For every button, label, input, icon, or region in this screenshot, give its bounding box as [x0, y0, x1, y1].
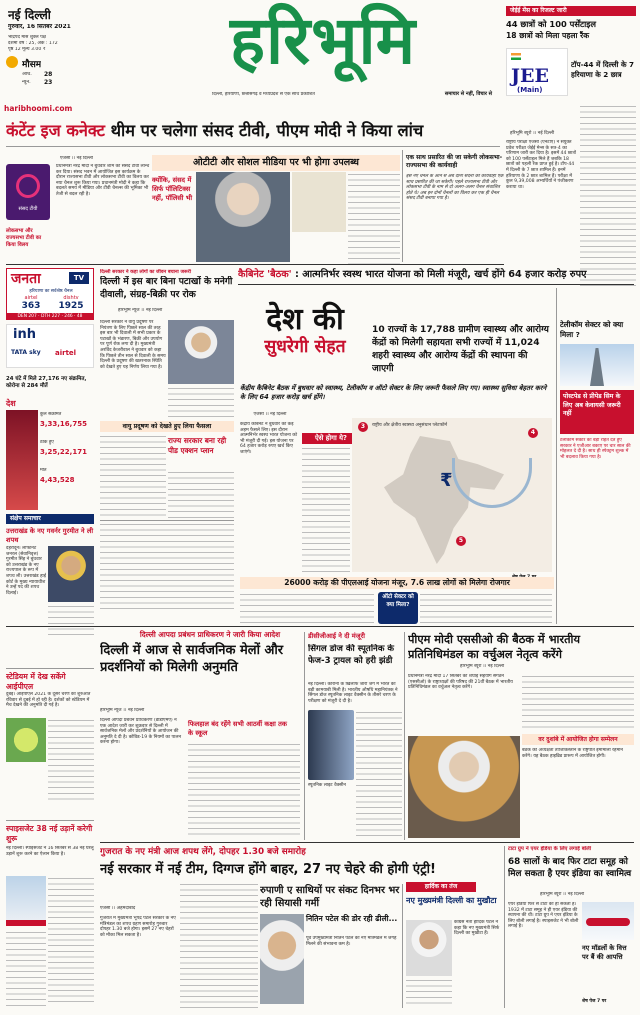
disaster-headline: दिल्ली में आज से सार्वजनिक मेलों और प्रदर्शनियों को मिलेगी अनुमति: [100, 643, 284, 675]
pli-body-2: [420, 592, 552, 624]
airtel-label: airtel: [24, 295, 38, 301]
dth-line: DEN 207 · DTH 227 · 246 · 48: [7, 313, 93, 320]
dgci-headline: सिंगल डोज की स्पूतनिक के फेज-3 ट्रायल को हरी झंडी: [308, 644, 395, 666]
janata-tagline: हरियाणा का सर्वश्रेष्ठ चैनल: [29, 289, 73, 294]
firecracker-kicker: दिल्ली सरकार ने कहा लोगों का जीवन बचाना जरूरी: [100, 270, 191, 275]
gujarat-kicker: गुजरात के नए मंत्री आज शपथ लेंगे, दोपहर 1.30 बजे समारोह: [100, 847, 306, 857]
divider: [6, 626, 634, 627]
firecracker-body: दिल्ली सरकार ने वायु प्रदूषण पर नियंत्रण के लिए पिछले साल की तरह इस बार भी दिवाली में सभी प्रकार के पटाखों के भंडारण, बिक्री और उपयोग पर पूर्ण रोक लगा दी है। मुख्यमंत्री अरविंद केजरीवाल ने बुधवार को कहा कि पिछले तीन साल से दिवाली के समय दिल्ली के प्रदूषण की खतरनाक स्थिति को देखते हुए यह निर्णय लिया गया है।: [100, 320, 166, 370]
jee-logo: JEE: [511, 65, 549, 87]
health-lead: केंद्रीय कैबिनेट बैठक में बुधवार को स्वास्थ्य, टेलीकॉम व ऑटो सेक्टर के लिए जरूरी फैसले लिए गए। स्वास्थ्य सुविधा बेहतर करने के लिए 64 हजार करोड़ खर्च होंगे।: [240, 384, 547, 401]
tagline-left: दिल्ली, हरियाणा, छत्तीसगढ़ व मध्यप्रदेश से एक साथ प्रकाशित: [212, 92, 315, 97]
gujarat-subhead: रुपाणी ए साथियों पर संकट दिनभर भर रही सियासी गर्मी: [260, 885, 400, 909]
divider: [404, 632, 405, 840]
lead-subhead: ओटीटी और सोशल मीडिया पर भी होगा उपलब्ध: [152, 155, 400, 171]
gujarat-body: गुजरात में मुख्यमंत्री भूपेंद्र पटेल सरकार के नए मंत्रिमंडल का शपथ ग्रहण समारोह गुरुवार दोपहर 1.30 बजे होगा। इसमें 27 नए चेहरों को मौका मिल सकता है।: [100, 916, 176, 938]
lead-dateline: एजेंसी ।। नई दिल्ली: [60, 156, 93, 161]
map-marker-5: 5: [456, 536, 466, 546]
map-marker-3: 3: [358, 422, 368, 432]
telecom-body: टेलीकॉम सेक्टर को बड़ी राहत देते हुए सरकार ने एजीआर बकाए पर चार साल की मोहलत दे दी है। साथ ही स्पेक्ट्रम शुल्क में भी बदलाव किया गया है।: [560, 438, 631, 460]
disaster-box-head: फिलहाल बंद रहेंगे सभी आठवीं कक्षा तक के स्कूल: [188, 720, 287, 737]
temp-min: 23: [44, 79, 53, 86]
lead-headline-black: थीम पर चलेगा संसद टीवी, पीएम मोदी ने किया लांच: [104, 121, 424, 140]
firecracker-box2-body: [168, 470, 234, 518]
health-how-body: [302, 446, 350, 572]
tata-kicker: टाटा ग्रुप ने एयर इंडिया के लिए लगाई बोली: [508, 846, 592, 852]
divider: [6, 264, 504, 265]
sansad-tv-caption: संसद टीवी: [18, 206, 38, 212]
covid-label-1: कुल संक्रमित: [40, 412, 62, 417]
health-body: केंद्रीय कैबिनेट ने बुधवार को कई अहम फैसले लिए। इस दौरान आत्मनिर्भर स्वस्थ भारत योजना को भी मंजूरी दी गई। इस योजना पर 64 हजार करोड़ रुपए खर्च किए जाएंगे।: [240, 422, 298, 455]
sco-dateline: हरिभूमि ब्यूरो ।। नई दिल्ली: [460, 664, 505, 669]
brief-1-headline: उत्तराखंड के नए गवर्नर गुरमीत ने ली शपथ: [6, 527, 94, 544]
weather-icon: [6, 56, 18, 68]
hardik-photo: [406, 920, 452, 976]
modi-sco-photo: [408, 736, 520, 838]
covid-label-2: ठीक हुए: [40, 440, 54, 445]
health-subhead: 10 राज्यों के 17,788 ग्रामीण स्वास्थ्य और आरोग्य केंद्रों को मिलेगी सहायता सभी राज्यों में 11,024 शहरी स्वास्थ्य और आरोग्य केंद्रों की स्थापना की जाएगी: [372, 325, 549, 374]
jee-head-1: 44 छात्रों को 100 पर्सेंटाइल: [506, 19, 596, 29]
disaster-dateline: हरिभूमि न्यूज ।। नई दिल्ली: [100, 708, 145, 713]
temp-min-label: न्यून.: [22, 80, 31, 85]
plane-icon: [586, 918, 630, 926]
brief-3-body: नई दिल्ली। स्पाइसजेट ने 16 सितंबर से 38 नई घरेलू उड़ानें शुरू करने का ऐलान किया है।: [6, 846, 94, 857]
gujarat-body-2: [180, 882, 258, 1008]
pli-body-1: [240, 592, 374, 624]
tata-sky-logo: TATA sky: [11, 349, 41, 356]
divider: [402, 884, 403, 1008]
jee-dateline: हरिभूमि ब्यूरो ।। नई दिल्ली: [510, 131, 555, 136]
gujarat-headline: नई सरकार में नई टीम, दिग्गज होंगे बाहर, 27 नए चेहरे की होगी एंट्री!: [100, 862, 436, 877]
covid-headline: 24 घंटे में मिले 27,176 नए संक्रमित, कोरोना से 284 मौतें: [6, 376, 87, 389]
telecom-box: पोस्टपेड से प्रीपेड सिम के लिए अब केवायसी जरूरी नहीं: [560, 390, 634, 434]
kejriwal-photo: [168, 320, 234, 384]
dgci-caption: स्पूतनिक लाइट वैक्सीन: [308, 783, 346, 788]
lead-headline: [6, 120, 506, 144]
covid-number-1: 3,33,16,755: [40, 420, 87, 428]
jee-head-2: 18 छात्रों को मिला पहला रैंक: [506, 31, 590, 40]
divider: [100, 842, 634, 843]
airtel-logo: airtel: [55, 349, 77, 357]
auto-question: ऑटो सेक्टर को क्या मिला?: [378, 592, 418, 624]
brief-2-continued: [48, 718, 94, 802]
dgci-kicker: डीसीजीआई ने दी मंजूरी: [308, 632, 365, 640]
website: haribhoomi.com: [4, 104, 73, 113]
telecom-headline: टेलीकॉम सेक्टर को क्या मिला ?: [560, 320, 624, 339]
divider: [6, 146, 500, 147]
firecracker-box-body: [100, 434, 166, 518]
airtel-number: 363: [21, 301, 41, 311]
health-headline-text: आत्मनिर्भर स्वस्थ भारत योजना को मिली मंजूरी, खर्च होंगे 64 हजार करोड़ रुपए: [302, 269, 587, 280]
map-note: राष्ट्रीय और क्षेत्रीय स्वास्थ्य अनुसंधान प्लेटफॉर्म: [372, 423, 447, 428]
lead-headline-red: कंटेंट इज कनेक्ट: [6, 121, 105, 140]
city: नई दिल्ली: [8, 8, 51, 22]
brief-3-more: [6, 930, 46, 1006]
firecracker-dateline: हरिभूमि न्यूज ।। नई दिल्ली: [118, 308, 163, 313]
modi-photo: [196, 172, 290, 262]
gujarat-dateline: एजेंसी ।। अहमदाबाद: [100, 906, 136, 911]
hardik-headline: नए मुख्यमंत्री दिल्ली का मुखौटा: [406, 896, 497, 905]
tv-screen-photo: [292, 172, 346, 232]
rupee-icon: ₹: [440, 470, 453, 491]
brief-2-headline: स्टेडियम में देख सकेंगे आईपीएल: [6, 672, 66, 691]
divider: [402, 150, 403, 262]
pages-line: पृष्ठ 12 मूल्य 3.00 ₹: [8, 47, 46, 52]
ipl-ball-photo: [6, 718, 46, 762]
divider: [238, 284, 634, 285]
hardik-body: कांग्रेस नेता हार्दिक पटेल ने कहा कि नए मुख्यमंत्री सिर्फ दिल्ली का मुखौटा हैं।: [454, 920, 500, 937]
jee-toppers: टॉप-44 में दिल्ली के 7 हरियाणा के 2 छात्र: [571, 60, 635, 79]
brief-3-continued: [48, 876, 94, 1006]
edition-line: दशमी वर्ष : 25, अंक : 172: [8, 41, 58, 46]
lok-body: इस नए चैनल के आने से अब दोनों सदनों की कार्यवाही एक साथ प्रसारित की जा सकेगी। पहले राज्यसभा टीवी और लोकसभा टीवी के नाम से दो अलग-अलग चैनल संचालित होते थे। अब इन दोनों चैनलों का विलय कर एक ही चैनल संसद टीवी बनाया गया है।: [406, 174, 504, 202]
brief-1-body: देहरादून। लेफ्टिनेंट जनरल (सेवानिवृत्त) गुरमीत सिंह ने बुधवार को उत्तराखंड के नए राज्यपाल के रूप में शपथ ली। उत्तराखंड हाई कोर्ट के मुख्य न्यायाधीश ने उन्हें पद की शपथ दिलाई।: [6, 546, 46, 596]
firecracker-headline: दिल्ली में इस बार बिना पटाखों के मनेगी दीवाली, संग्रह-बिक्री पर रोक: [100, 276, 233, 300]
sansad-tv-logo-ring: [16, 174, 40, 198]
nitin-headline: नितिन पटेल की डोर रही ढीली...: [306, 914, 398, 923]
jee-banner: जेईई मेंस का रिजल्ट जारी: [506, 6, 636, 16]
dish-number: 1925: [58, 301, 84, 311]
inh-logo: inh: [13, 327, 36, 342]
logo: हरिभूमि: [229, 1, 417, 79]
firecracker-box2-head: राज्य सरकार बना रही पीड एक्शन प्लान: [168, 436, 227, 455]
temp-max: 28: [44, 71, 53, 78]
jee-logo-sub: (Main): [517, 86, 543, 94]
divider: [304, 632, 305, 840]
health-big-2: सुधरेगी सेहत: [264, 337, 346, 357]
tata-body: एयर इंडिया फिर से टाटा की हो सकती है। 1932 में टाटा समूह ने ही एयर इंडिया की स्थापना की थी। टाटा ग्रुप ने एयर इंडिया के लिए बोली लगाई है। स्पाइसजेट ने भी बोली लगाई है।: [508, 902, 579, 930]
lok-headline: एक साथ प्रसारित की जा सकेगी लोकसभा-राज्यसभा की कार्यवाही: [406, 154, 503, 170]
covid-image: [6, 410, 38, 510]
janata-tv-badge: TV: [69, 272, 89, 284]
hardik-label: हार्दिक का तंज: [406, 882, 476, 892]
air-india-plane-photo: [582, 902, 634, 940]
pli-banner: 26000 करोड़ की पीएलआई योजना मंजूर, 7.6 लाख लोगों को मिलेगा रोजगार: [240, 577, 554, 589]
divider: [100, 520, 234, 521]
health-how: ऐसे होगा ये?: [302, 433, 360, 444]
covid-number-3: 4,43,528: [40, 476, 75, 484]
sco-headline: पीएम मोदी एससीओ की बैठक में भारतीय प्रतिनिधिमंडल का वर्चुअल नेतृत्व करेंगे: [408, 633, 581, 661]
firecracker-box-head: वायु प्रदूषण को देखते हुए लिया फैसला: [100, 421, 234, 432]
tata-dateline: हरिभूमि ब्यूरो ।। नई दिल्ली: [540, 892, 585, 897]
firecracker-continued: [100, 522, 234, 610]
health-headline: कैबिनेट 'बैठक' : आत्मनिर्भर स्वस्थ भारत योजना को मिली मंजूरी, खर्च होंगे 64 हजार करोड़ रुपए: [238, 269, 587, 280]
lead-caption: लोकसभा और राज्यसभा टीवी का किया विलय: [6, 228, 42, 248]
janata-tv-ad: [6, 268, 94, 320]
jee-body-continued: [580, 104, 636, 286]
dgci-body-continued: [356, 710, 402, 838]
brief-3-headline: स्पाइसजेट 38 नई उड़ानें करेगी शुरू: [6, 824, 93, 843]
firecracker-body-continued: [168, 386, 234, 418]
weather-label: मौसम: [22, 60, 42, 70]
divider: [556, 288, 557, 624]
sputnik-vial-photo: [308, 710, 354, 780]
divider: [504, 846, 505, 1008]
health-dateline: एजेंसी ।। नई दिल्ली: [253, 412, 287, 417]
health-big-1: देश की: [266, 302, 344, 337]
dgci-body: नई दिल्ली। कोरोना के खिलाफ जारी जंग में भारत को बड़ी कामयाबी मिली है। भारतीय औषधि महानियंत्रक ने सिंगल डोज स्पूतनिक लाइट वैक्सीन के तीसरे चरण के परीक्षण को मंजूरी दे दी है।: [308, 682, 398, 704]
sco-body: प्रधानमंत्री नरेंद्र मोदी 17 सितंबर को शंघाई सहयोग संगठन (एससीओ) के राष्ट्राध्यक्षों की परिषद की 21वीं बैठक में भारतीय प्रतिनिधिमंडल का वर्चुअल नेतृत्व करेंगे।: [408, 674, 513, 691]
lead-quote-body: [152, 222, 196, 262]
telecom-tower-photo: [560, 344, 634, 386]
disaster-box-body: [188, 742, 300, 838]
rupani-photo: [260, 914, 304, 1004]
lead-quote: क्योंकि, संसद में सिर्फ पॉलिटिक्स नहीं, पॉलिसी भी: [152, 176, 193, 202]
brief-1-continued: [48, 604, 94, 636]
lead-sidebar-text: [348, 172, 400, 264]
divider: [6, 668, 94, 669]
sco-body-2: [522, 674, 634, 732]
divider: [6, 820, 94, 821]
covid-sponsor: [6, 324, 94, 368]
tata-side-continued: शेष पेज 7 पर: [582, 999, 607, 1004]
nitin-body: पूर्व उपमुख्यमंत्री नितिन पटेल को नए मंत्रिमंडल में जगह मिलने की संभावना कम है।: [306, 936, 397, 947]
covid-label-3: मौत: [40, 468, 47, 473]
covid-number-2: 3,25,22,171: [40, 448, 87, 456]
janata-brand: जनता: [11, 271, 41, 287]
tower-icon: [590, 348, 604, 386]
spicejet-photo: [6, 876, 46, 926]
sansad-tv-logo: [6, 164, 50, 220]
tata-side-headline: नए मॉडलों के वित्त पर बैं की आपत्ति: [582, 944, 627, 961]
jee-logo-box: [506, 48, 568, 96]
india-flag-icon: [511, 53, 521, 60]
hardik-body-2: [406, 978, 452, 1006]
sco-sub-body: बैठक की अध्यक्षता ताजिकिस्तान के राष्ट्रपति इमोमाली रहमोन करेंगे। यह बैठक हाइब्रिड प्रारूप में आयोजित होगी।: [522, 748, 623, 759]
jee-body: राष्ट्रीय परीक्षा एजेंसी (एनटीए) ने संयुक्त प्रवेश परीक्षा जेईई मेन्स के सत्र-4 का परिणाम जारी कर दिया है। इसमें 44 छात्रों को 100 पर्सेंटाइल मिले हैं जबकि 18 छात्रों को पहली रैंक प्राप्त हुई है। टॉप-44 में दिल्ली के 7 छात्र शामिल हैं। इनमें हरियाणा के 2 छात्र शामिल हैं। परीक्षा में कुल 9,39,008 अभ्यर्थियों ने पंजीकरण कराया था।: [506, 140, 576, 190]
date-line: गुरुवार, 16 सितंबर 2021: [8, 24, 71, 30]
map-marker-4: 4: [528, 428, 538, 438]
tagline-right: समाचार से नहीं, विचार से: [444, 91, 492, 97]
briefs-label: संक्षेप समाचार: [6, 514, 94, 524]
tata-headline: 68 सालों के बाद फिर टाटा समूह को मिल सकता है एयर इंडिया का स्वामित्व: [508, 857, 632, 879]
temp-max-label: अधि.: [22, 72, 32, 77]
lead-body: प्रधानमंत्री नरेंद्र मोदी ने बुधवार शाम को संसद टीवी लॉन्च कर दिया। संसद भवन में आयोजित इस कार्यक्रम के दौरान राज्यसभा टीवी और लोकसभा टीवी का विलय कर नया चैनल शुरू किया गया। प्रधानमंत्री मोदी ने कहा कि बदलते समय में मीडिया और टीवी चैनल्स की भूमिका भी तेजी से बदल रही है।: [56, 164, 150, 197]
dish-label: dishtv: [63, 295, 79, 301]
disaster-kicker: दिल्ली आपदा प्रबंधन प्राधिकरण ने जारी किया आदेश: [139, 630, 281, 639]
covid-region: देश: [6, 399, 16, 408]
governor-photo: [48, 546, 94, 602]
calendar-line: भाद्रपद मास शुक्ल पक्ष: [8, 35, 46, 40]
india-map-infographic: [352, 418, 552, 572]
disaster-body: दिल्ली आपदा प्रबंधन प्राधिकरण (डीडीएमए) ने एक आदेश जारी कर शुक्रवार से दिल्ली में सार्वजनिक मेलों और प्रदर्शनियों के आयोजन की अनुमति दे दी है। कोविड-19 के नियमों का पालन करना होगा।: [100, 718, 182, 746]
health-kicker: कैबिनेट 'बैठक': [238, 269, 292, 280]
sco-subhead: वर दुशांबे में आयोजित होगा सम्मेलन: [522, 734, 634, 745]
brief-2-body: दुबई। आईपीएल 2021 के दूसरे चरण की शुरुआत रविवार से दुबई में हो रही है। दर्शकों को स्टेडियम में मैच देखने की अनुमति दी गई है।: [6, 692, 91, 709]
